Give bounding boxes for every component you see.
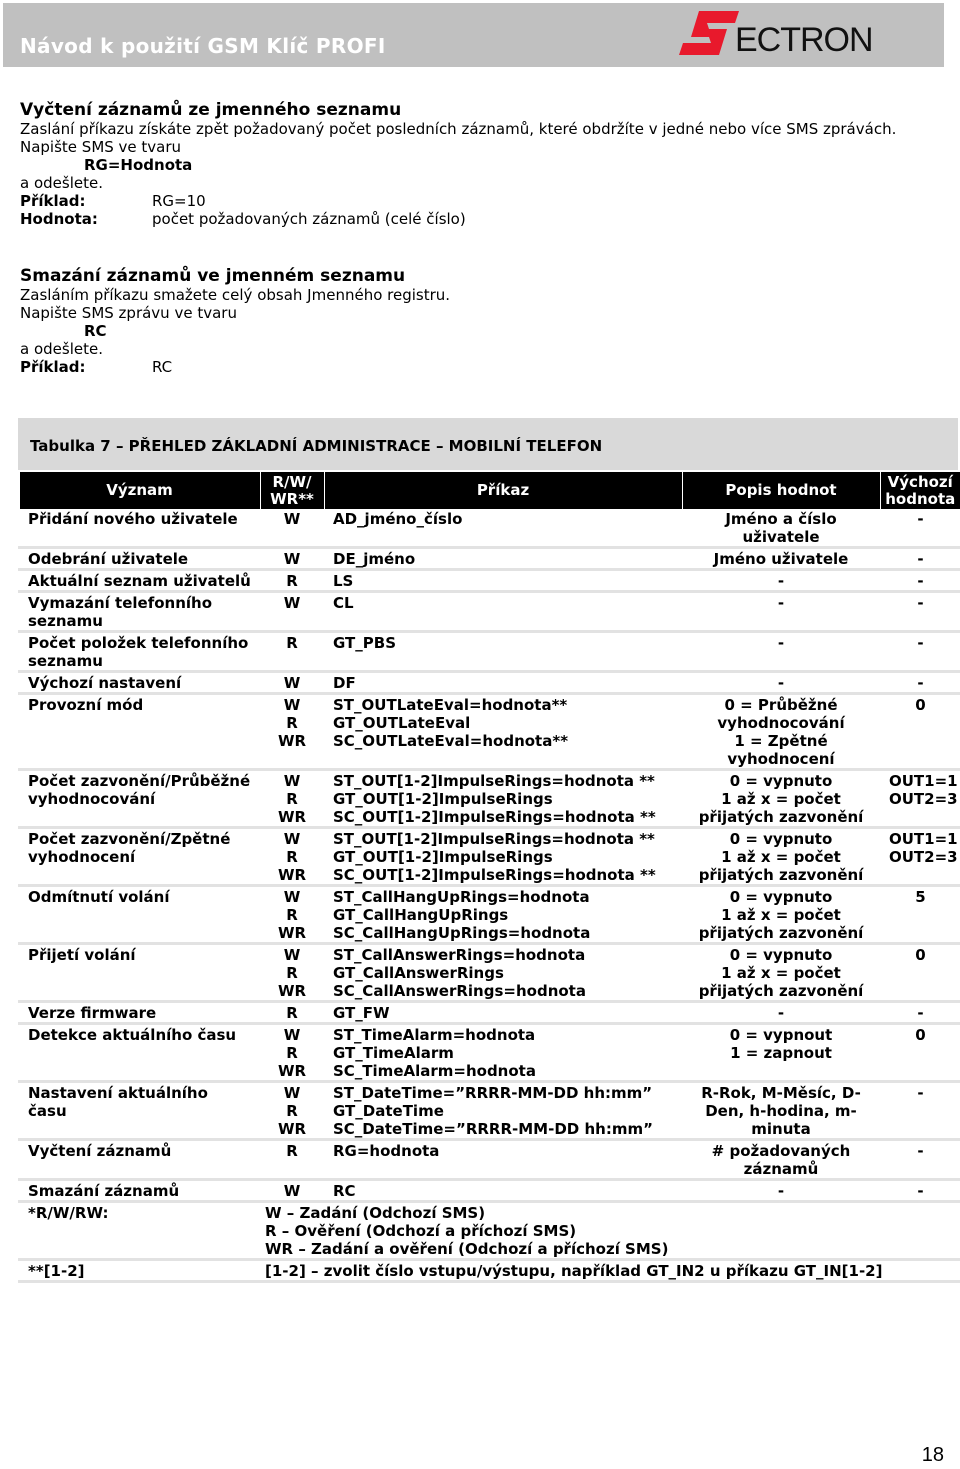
command-cell: AD_jméno_číslo — [324, 509, 682, 548]
paragraph: Napište SMS ve tvaru — [20, 138, 182, 156]
value-description-cell: - — [682, 1180, 880, 1202]
access-cell: R — [260, 570, 324, 592]
table-header-row — [19, 472, 960, 509]
default-value-cell: - — [880, 570, 960, 592]
value-description-cell: - — [682, 1002, 880, 1024]
paragraph: Zasláním příkazu smažete celý obsah Jmenného registru. — [20, 286, 451, 304]
command-cell: DE_jméno — [324, 548, 682, 570]
command-cell: RG=hodnota — [324, 1140, 682, 1180]
header-cell: Příkaz — [324, 472, 682, 509]
logo-text: ECTRON — [735, 21, 873, 59]
example-label: Příklad: — [20, 192, 86, 210]
meaning-cell: Přidání nového uživatele — [19, 509, 260, 548]
value-description-cell: # požadovaných záznamů — [682, 1140, 880, 1180]
meaning-cell: Vymazání telefonního seznamu — [19, 592, 260, 632]
access-cell: W R WR — [260, 1024, 324, 1082]
value-description-cell: 0 = vypnout 1 = zapnout — [682, 1024, 880, 1082]
page-number: 18 — [921, 1444, 944, 1466]
command-cell: GT_FW — [324, 1002, 682, 1024]
value-description-cell: R-Rok, M-Měsíc, D-Den, h-hodina, m-minuta — [682, 1082, 880, 1140]
table-row — [19, 632, 960, 672]
note-text: [1-2] – zvolit číslo vstupu/výstupu, například GT_IN2 u příkazu GT_IN[1-2] — [260, 1260, 960, 1282]
note-row — [19, 1202, 960, 1260]
paragraph: a odešlete. — [20, 174, 103, 192]
access-cell: W — [260, 509, 324, 548]
meaning-cell: Výchozí nastavení — [19, 672, 260, 694]
command-cell: ST_OUT[1-2]ImpulseRings=hodnota ** GT_OUT[1-2]ImpulseRings SC_OUT[1-2]ImpulseRings=hodnota ** — [324, 770, 682, 828]
example-row — [20, 192, 940, 210]
command-cell: GT_PBS — [324, 632, 682, 672]
example-label: Příklad: — [20, 358, 86, 376]
meaning-cell: Nastavení aktuálního času — [19, 1082, 260, 1140]
command-text: RC — [84, 322, 107, 340]
example-row — [20, 358, 940, 376]
meaning-cell: Verze firmware — [19, 1002, 260, 1024]
default-value-cell: - — [880, 548, 960, 570]
table-row — [19, 1140, 960, 1180]
header-cell: Význam — [19, 472, 260, 509]
paragraph: Napište SMS zprávu ve tvaru — [20, 304, 237, 322]
table-title: Tabulka 7 – PŘEHLED ZÁKLADNÍ ADMINISTRACE – MOBILNÍ TELEFON — [30, 437, 603, 455]
table-title-bar — [18, 418, 958, 470]
meaning-cell: Vyčtení záznamů — [19, 1140, 260, 1180]
value-description-cell: 0 = vypnuto 1 až x = počet přijatých zazvonění — [682, 828, 880, 886]
table-row — [19, 672, 960, 694]
command-cell: ST_OUT[1-2]ImpulseRings=hodnota ** GT_OUT[1-2]ImpulseRings SC_OUT[1-2]ImpulseRings=hodnota ** — [324, 828, 682, 886]
access-cell: W R WR — [260, 1082, 324, 1140]
access-cell: R — [260, 1140, 324, 1180]
access-cell: R — [260, 632, 324, 672]
section-heading: Vyčtení záznamů ze jmenného seznamu — [20, 100, 402, 120]
access-cell: W — [260, 672, 324, 694]
table-row — [19, 1180, 960, 1202]
command-cell: ST_TimeAlarm=hodnota GT_TimeAlarm SC_TimeAlarm=hodnota — [324, 1024, 682, 1082]
access-cell: W R WR — [260, 694, 324, 770]
note-row — [19, 1260, 960, 1282]
default-value-cell: - — [880, 672, 960, 694]
table-row — [19, 944, 960, 1002]
default-value-cell: - — [880, 509, 960, 548]
value-label: Hodnota: — [20, 210, 98, 228]
command-text: RG=Hodnota — [84, 156, 193, 174]
default-value-cell: OUT1=1 OUT2=3 — [880, 770, 960, 828]
table-row — [19, 828, 960, 886]
command-cell: ST_DateTime=”RRRR-MM-DD hh:mm” GT_DateTime SC_DateTime=”RRRR-MM-DD hh:mm” — [324, 1082, 682, 1140]
header-cell: Popis hodnot — [682, 472, 880, 509]
value-description-cell: 0 = vypnuto 1 až x = počet přijatých zazvonění — [682, 886, 880, 944]
table-row — [19, 509, 960, 548]
table-row — [19, 886, 960, 944]
default-value-cell: 0 — [880, 1024, 960, 1082]
meaning-cell: Provozní mód — [19, 694, 260, 770]
value-description-cell: - — [682, 570, 880, 592]
meaning-cell: Aktuální seznam uživatelů — [19, 570, 260, 592]
command-cell: CL — [324, 592, 682, 632]
value-row — [20, 210, 940, 228]
paragraph: Zaslání příkazu získáte zpět požadovaný počet posledních záznamů, které obdržíte v jedné nebo více SMS zprávách. — [20, 120, 897, 138]
meaning-cell: Smazání záznamů — [19, 1180, 260, 1202]
note-key: *R/W/RW: — [19, 1202, 260, 1260]
meaning-cell: Počet zazvonění/Průběžné vyhodnocování — [19, 770, 260, 828]
note-key: **[1-2] — [19, 1260, 260, 1282]
default-value-cell: - — [880, 1082, 960, 1140]
table-row — [19, 770, 960, 828]
page-header — [3, 3, 944, 67]
access-cell: W — [260, 592, 324, 632]
value-description-cell: Jméno a číslo uživatele — [682, 509, 880, 548]
value-description-cell: - — [682, 592, 880, 632]
command-cell: ST_CallAnswerRings=hodnota GT_CallAnswerRings SC_CallAnswerRings=hodnota — [324, 944, 682, 1002]
table-row — [19, 570, 960, 592]
access-cell: W R WR — [260, 770, 324, 828]
value-description-cell: - — [682, 672, 880, 694]
meaning-cell: Detekce aktuálního času — [19, 1024, 260, 1082]
header-cell: Výchozí hodnota — [880, 472, 960, 509]
value-text: počet požadovaných záznamů (celé číslo) — [152, 210, 466, 228]
paragraph: a odešlete. — [20, 340, 103, 358]
default-value-cell: 0 — [880, 694, 960, 770]
default-value-cell: - — [880, 1140, 960, 1180]
command-cell: DF — [324, 672, 682, 694]
value-description-cell: Jméno uživatele — [682, 548, 880, 570]
section-heading: Smazání záznamů ve jmenném seznamu — [20, 266, 406, 286]
command-cell: ST_CallHangUpRings=hodnota GT_CallHangUpRings SC_CallHangUpRings=hodnota — [324, 886, 682, 944]
logo-s-mark-icon — [679, 9, 739, 59]
access-cell: W — [260, 1180, 324, 1202]
sectron-logo — [679, 9, 879, 59]
value-description-cell: 0 = vypnuto 1 až x = počet přijatých zazvonění — [682, 770, 880, 828]
note-text: W – Zadání (Odchozí SMS) R – Ověření (Odchozí a příchozí SMS) WR – Zadání a ověření (Odchozí a příchozí SMS) — [260, 1202, 960, 1260]
section-delete-records — [20, 266, 940, 376]
example-value: RC — [152, 358, 173, 376]
example-value: RG=10 — [152, 192, 206, 210]
meaning-cell: Počet zazvonění/Zpětné vyhodnocení — [19, 828, 260, 886]
meaning-cell: Přijetí volání — [19, 944, 260, 1002]
header-cell: R/W/ WR** — [260, 472, 324, 509]
value-description-cell: 0 = Průběžné vyhodnocování 1 = Zpětné vyhodnocení — [682, 694, 880, 770]
access-cell: R — [260, 1002, 324, 1024]
default-value-cell: 5 — [880, 886, 960, 944]
table-row — [19, 694, 960, 770]
command-cell: LS — [324, 570, 682, 592]
access-cell: W R WR — [260, 944, 324, 1002]
table-row — [19, 1002, 960, 1024]
default-value-cell: - — [880, 1002, 960, 1024]
value-description-cell: 0 = vypnuto 1 až x = počet přijatých zazvonění — [682, 944, 880, 1002]
table-row — [19, 1082, 960, 1140]
access-cell: W R WR — [260, 886, 324, 944]
access-cell: W R WR — [260, 828, 324, 886]
default-value-cell: 0 — [880, 944, 960, 1002]
table-row — [19, 548, 960, 570]
default-value-cell: - — [880, 592, 960, 632]
admin-table — [18, 472, 960, 1283]
command-cell: RC — [324, 1180, 682, 1202]
command-cell: ST_OUTLateEval=hodnota** GT_OUTLateEval SC_OUTLateEval=hodnota** — [324, 694, 682, 770]
value-description-cell: - — [682, 632, 880, 672]
meaning-cell: Počet položek telefonního seznamu — [19, 632, 260, 672]
table-row — [19, 1024, 960, 1082]
default-value-cell: - — [880, 632, 960, 672]
section-read-records — [20, 100, 940, 228]
default-value-cell: - — [880, 1180, 960, 1202]
default-value-cell: OUT1=1 OUT2=3 — [880, 828, 960, 886]
table-row — [19, 592, 960, 632]
access-cell: W — [260, 548, 324, 570]
meaning-cell: Odebrání uživatele — [19, 548, 260, 570]
meaning-cell: Odmítnutí volání — [19, 886, 260, 944]
document-title: Návod k použití GSM Klíč PROFI — [20, 34, 386, 58]
